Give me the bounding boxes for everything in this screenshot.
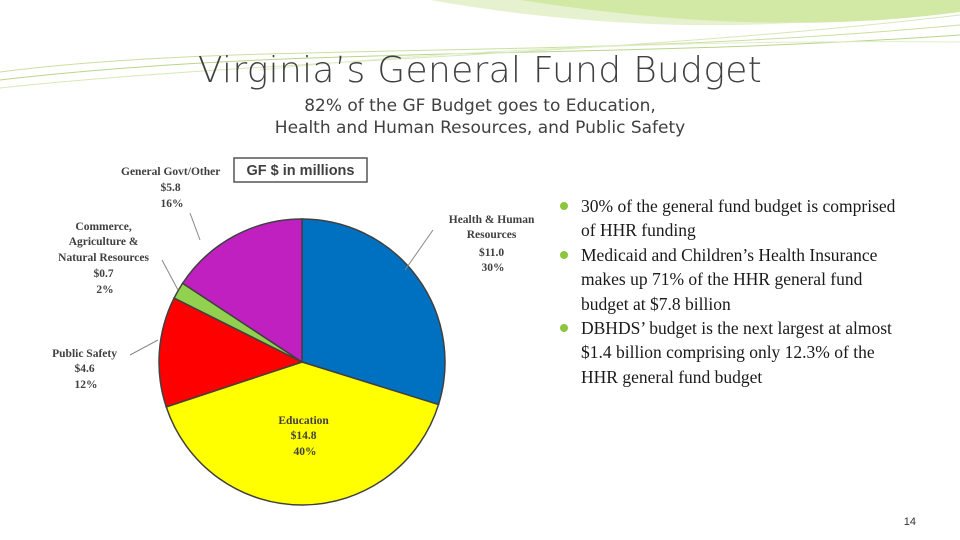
bullet-text: Medicaid and Children’s Health Insurance makes up 71% of the HHR general fund budget at $7.8 billion	[581, 244, 878, 314]
slice-label-general-govt: General Govt/Other $5.8 16%	[121, 166, 221, 210]
slice-label-commerce: Commerce, Agriculture & Natural Resources $0.7 2%	[58, 221, 149, 296]
leader-line-general-govt	[190, 213, 200, 240]
slice-label-public-safety: Public Safety $4.6 12%	[52, 348, 117, 391]
bullet-item	[560, 316, 910, 389]
slice-label-education: Education $14.8 40%	[278, 415, 329, 458]
bullet-dot-icon	[560, 324, 568, 332]
bullet-text: DBHDS’ budget is the next largest at almost $1.4 billion comprising only 12.3% of the HHR general fund budget	[581, 318, 892, 387]
bullet-item	[560, 243, 910, 316]
leader-line-hhr	[405, 230, 433, 270]
bullet-dot-icon	[560, 202, 568, 210]
budget-pie-chart	[0, 150, 560, 540]
slide-subtitle-line-1: 82% of the GF Budget goes to Education,	[304, 96, 656, 116]
bullet-text: 30% of the general fund budget is comprised of HHR funding	[581, 196, 896, 241]
slide-subtitle-line-2: Health and Human Resources, and Public Safety	[274, 118, 686, 138]
pie-slices	[159, 219, 445, 505]
slide-title: Virginia’s General Fund Budget	[197, 50, 763, 91]
leader-line-commerce	[162, 260, 178, 290]
page-number: 14	[903, 516, 916, 528]
leader-line-public-safety	[130, 340, 158, 355]
unit-box-label: GF $ in millions	[246, 163, 355, 179]
bullet-item	[560, 194, 910, 243]
bullet-list	[560, 194, 910, 389]
slice-label-hhr: Health & Human Resources $11.0 30%	[448, 214, 535, 274]
bullet-dot-icon	[560, 251, 568, 259]
